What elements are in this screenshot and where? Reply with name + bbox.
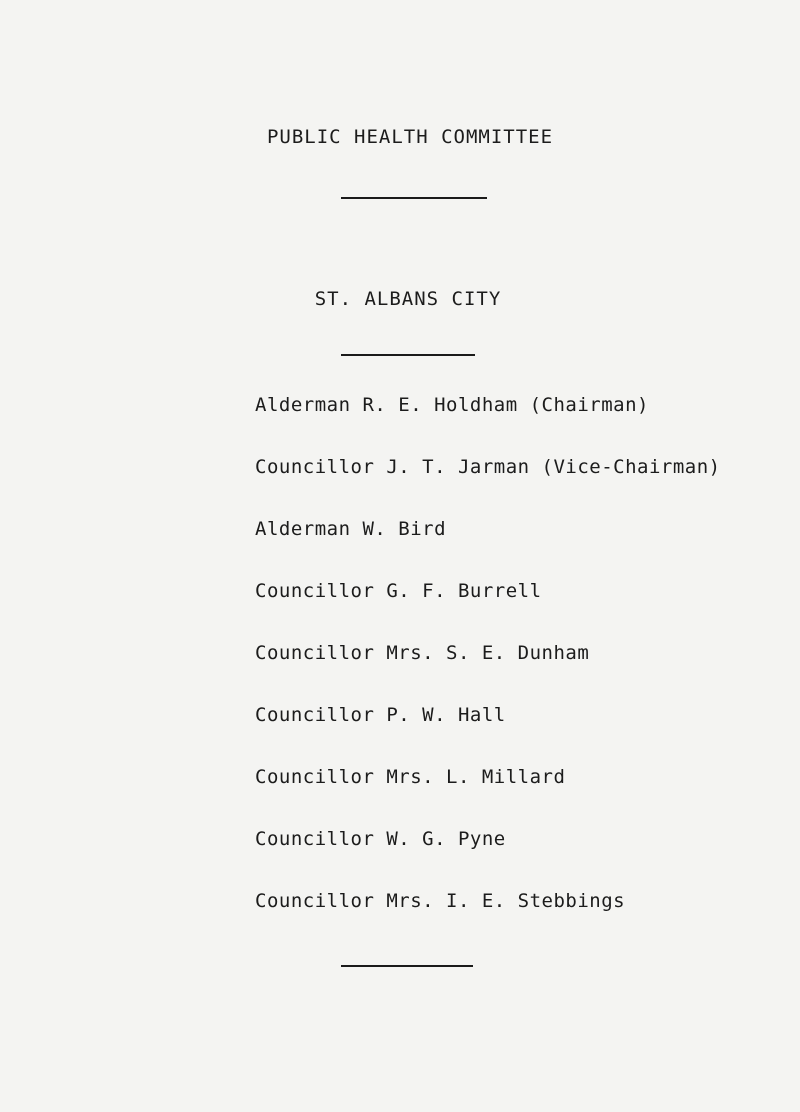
- member-name: Councillor G. F. Burrell: [255, 580, 542, 602]
- member-name: Councillor Mrs. S. E. Dunham: [255, 642, 590, 664]
- divider-rule-top: [341, 197, 487, 199]
- member-name: Councillor Mrs. I. E. Stebbings: [255, 890, 626, 912]
- page-title: PUBLIC HEALTH COMMITTEE: [266, 126, 554, 148]
- divider-rule-bottom: [341, 965, 473, 967]
- member-name: Alderman R. E. Holdham (Chairman): [255, 394, 649, 416]
- divider-rule-middle: [341, 354, 475, 356]
- member-name: Councillor Mrs. L. Millard: [255, 766, 566, 788]
- member-name: Councillor W. G. Pyne: [255, 828, 506, 850]
- member-name: Alderman W. Bird: [255, 518, 447, 540]
- page-subtitle: ST. ALBANS CITY: [314, 288, 502, 310]
- member-list: [255, 393, 721, 951]
- member-name: Councillor J. T. Jarman (Vice-Chairman): [255, 456, 721, 478]
- member-name: Councillor P. W. Hall: [255, 704, 506, 726]
